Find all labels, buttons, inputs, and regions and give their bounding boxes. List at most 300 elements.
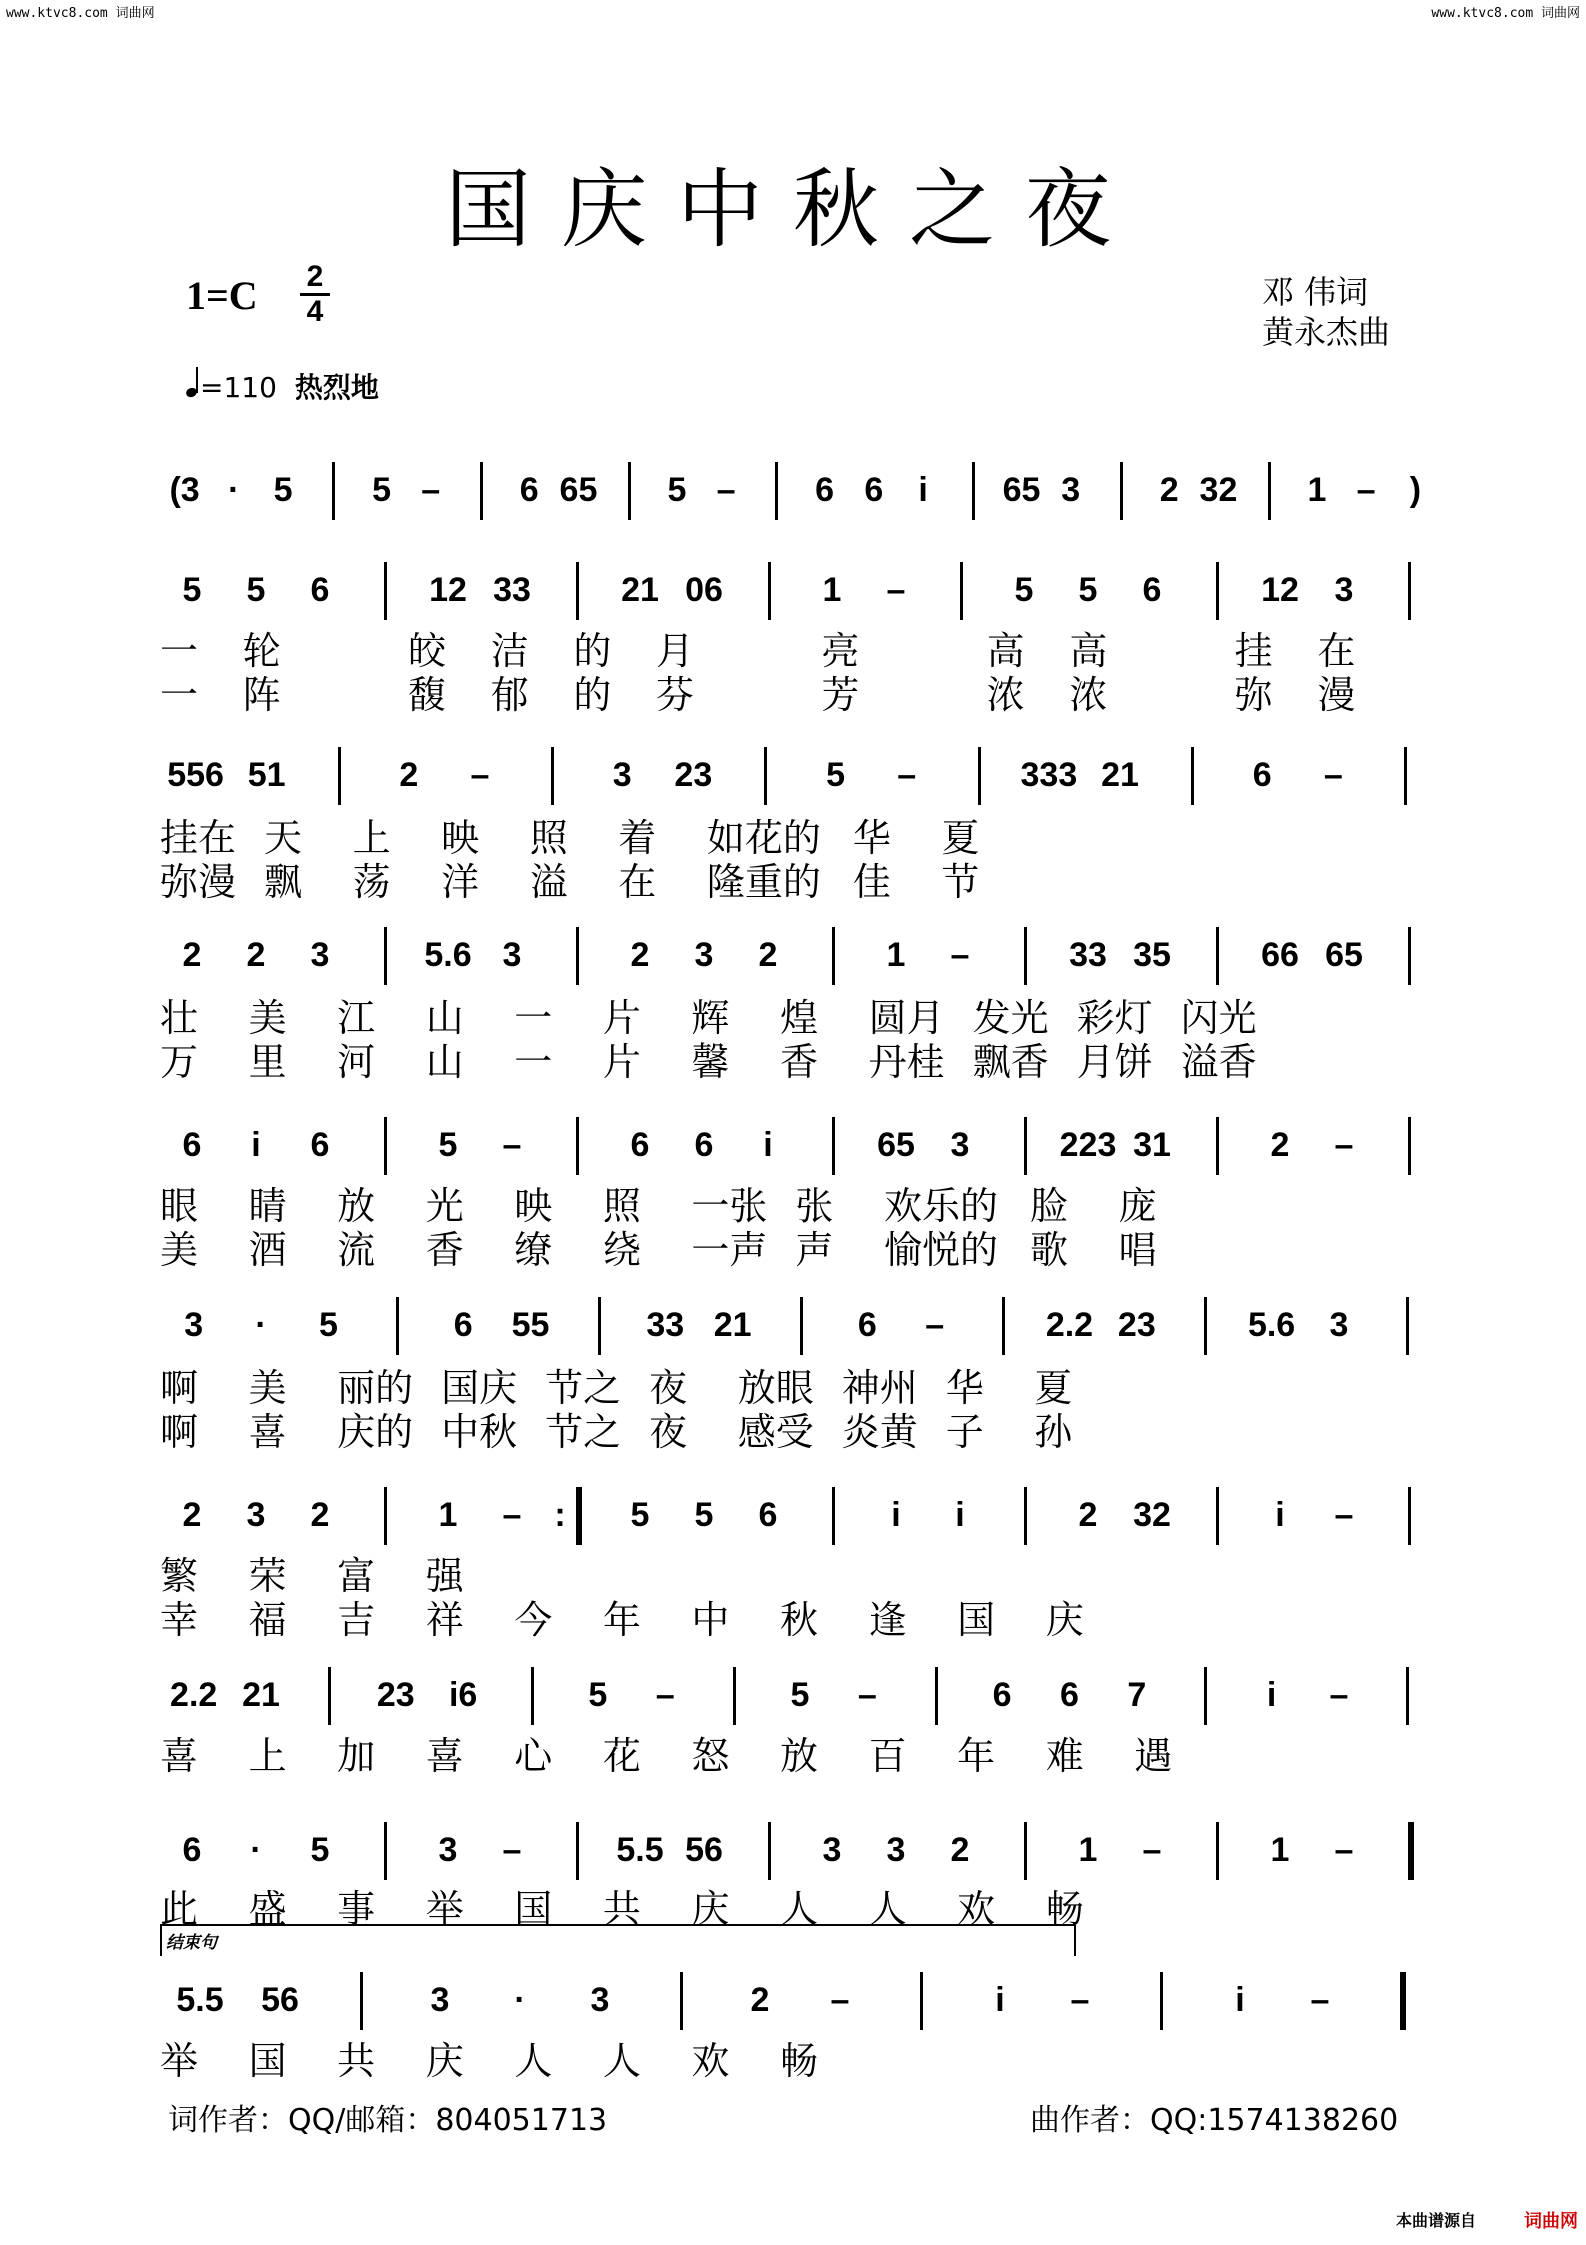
note: 6: [630, 1126, 650, 1164]
lyric-syllable: 上: [352, 816, 391, 860]
lyric-syllable: 亮: [821, 629, 860, 673]
notation-line: [160, 1495, 1450, 1555]
note: (3: [169, 471, 200, 509]
note: 6: [182, 1831, 202, 1869]
note: 6: [1142, 571, 1162, 609]
note: i: [1235, 1981, 1245, 2019]
lyric-syllable: 今: [514, 1598, 553, 1642]
song-title: 国庆中秋之夜: [445, 160, 1141, 260]
lyric-syllable: 溢香: [1180, 1040, 1257, 1084]
note: 6: [1252, 756, 1272, 794]
lyric-syllable: 佳: [852, 860, 891, 904]
note: 6: [310, 571, 330, 609]
note: 5: [694, 1496, 714, 1534]
lyric-syllable: 浓: [1069, 673, 1108, 717]
note: i: [891, 1496, 901, 1534]
note: –: [502, 1496, 522, 1534]
bar-line: [972, 462, 975, 520]
lyric-syllable: 繁: [160, 1554, 199, 1598]
lyric-syllable: 一张: [691, 1184, 768, 1228]
bar-line: [978, 747, 981, 805]
lyric-syllable: 放: [337, 1184, 376, 1228]
bar-line: [832, 1117, 835, 1175]
lyric-syllable: 此: [160, 1887, 199, 1931]
lyric-syllable: 人: [868, 1887, 907, 1931]
note: 2.2: [1045, 1306, 1094, 1344]
lyric-syllable: 江: [337, 996, 376, 1040]
notation-line: [160, 1305, 1450, 1365]
bar-line: [800, 1297, 803, 1355]
bar-line: [764, 747, 767, 805]
lyric-syllable: 夏: [941, 816, 980, 860]
lyric-syllable: 溢: [529, 860, 568, 904]
note: –: [857, 1676, 877, 1714]
bar-line: [1406, 1667, 1409, 1725]
lyric-syllable: 映: [441, 816, 480, 860]
note: 32: [1199, 471, 1238, 509]
note: 12: [429, 571, 467, 609]
note: 556: [167, 756, 224, 794]
lyric-syllable: 万: [160, 1040, 199, 1084]
lyric-syllable: 弥漫: [160, 860, 237, 904]
bar-line: [576, 562, 579, 620]
source-note: 本曲谱源自: [1395, 2211, 1476, 2230]
lyric-syllable: 强: [425, 1554, 464, 1598]
bar-line: [384, 1117, 387, 1175]
bar-line: [576, 1822, 579, 1880]
bar-line: [1408, 927, 1411, 985]
bar-line: [384, 1822, 387, 1880]
lyric-syllable: 片: [602, 996, 641, 1040]
bar-line: [598, 1297, 601, 1355]
note: 5.6: [424, 936, 472, 974]
note: –: [1142, 1831, 1162, 1869]
note: 3: [886, 1831, 906, 1869]
note: ·: [250, 1831, 262, 1869]
tempo-marking: [186, 366, 379, 406]
note: 5.5: [616, 1831, 664, 1869]
lyric-syllable: 隆重的: [706, 860, 821, 904]
lyric-syllable: 啊: [160, 1410, 199, 1454]
key-signature: 1=C: [186, 273, 258, 318]
bar-line: [1408, 562, 1411, 620]
lyric-syllable: 富: [337, 1554, 376, 1598]
note: 21: [621, 571, 659, 609]
lyric-syllable: 的: [573, 673, 612, 717]
note: ·: [514, 1981, 526, 2019]
lyric-syllable: 放: [780, 1734, 819, 1778]
lyric-syllable: 天: [264, 816, 303, 860]
lyric-syllable: 欢: [691, 2039, 730, 2083]
note: –: [925, 1306, 945, 1344]
lyric-syllable: 逢: [868, 1598, 907, 1642]
lyric-syllable: 祥: [425, 1598, 464, 1642]
note: 3: [1329, 1306, 1349, 1344]
note: 1: [822, 571, 842, 609]
bar-line: [576, 1117, 579, 1175]
lyric-syllable: 共: [337, 2039, 376, 2083]
note: ·: [228, 471, 240, 509]
bar-line: [332, 462, 335, 520]
bar-line: [1002, 1297, 1005, 1355]
lyric-syllable: 一: [160, 673, 199, 717]
lyric-syllable: 一声: [691, 1228, 768, 1272]
lyric-syllable: 庞: [1118, 1184, 1157, 1228]
lyric-syllable: 心: [514, 1734, 553, 1778]
note: 3: [246, 1496, 266, 1534]
note: i6: [448, 1676, 478, 1714]
bar-line: [1024, 1487, 1027, 1545]
lyric-syllable: 上: [248, 1734, 287, 1778]
lyric-syllable: 芬: [656, 673, 695, 717]
bar-line: [384, 562, 387, 620]
note: 65: [1002, 471, 1041, 509]
note: i: [251, 1126, 261, 1164]
watermark-right: www.ktvc8.com 词曲网: [1431, 6, 1580, 21]
watermark-left: www.ktvc8.com 词曲网: [6, 6, 155, 21]
note: 3: [822, 1831, 842, 1869]
bar-line: [480, 462, 483, 520]
lyric-syllable: 美: [160, 1228, 199, 1272]
lyric-syllable: 脸: [1030, 1184, 1069, 1228]
note: 3: [1061, 471, 1081, 509]
note: 5: [1014, 571, 1034, 609]
note: 2: [758, 936, 778, 974]
lyric-syllable: 张: [795, 1184, 834, 1228]
lyric-syllable: 夜: [649, 1410, 688, 1454]
quarter-note-icon: [186, 367, 198, 397]
lyric-syllable: 照: [529, 816, 568, 860]
bar-line: [1408, 1822, 1414, 1880]
lyric-syllable: 眼: [160, 1184, 199, 1228]
lyric-syllable: 节: [941, 860, 980, 904]
lyric-syllable: 美: [248, 996, 287, 1040]
note: 6: [857, 1306, 877, 1344]
bar-line: [1160, 1972, 1163, 2030]
lyric-syllable: 圆月: [868, 996, 945, 1040]
site-logo: 词曲网: [1524, 2211, 1578, 2232]
bar-line: [1024, 1117, 1027, 1175]
note: 06: [685, 571, 723, 609]
bar-line: [396, 1297, 399, 1355]
lyric-syllable: 国: [514, 1887, 553, 1931]
bar-line: [733, 1667, 736, 1725]
lyric-syllable: 一: [160, 629, 199, 673]
note: 3: [694, 936, 714, 974]
note: 2: [1270, 1126, 1290, 1164]
note: 2: [310, 1496, 330, 1534]
lyric-syllable: 夜: [649, 1366, 688, 1410]
lyric-syllable: 感受: [737, 1410, 814, 1454]
note: 5: [318, 1306, 338, 1344]
lyric-syllable: 月: [656, 629, 695, 673]
note: 32: [1133, 1496, 1171, 1534]
lyric-syllable: 壮: [160, 996, 199, 1040]
note: 55: [511, 1306, 550, 1344]
lyric-syllable: 酒: [248, 1228, 287, 1272]
note: 56: [685, 1831, 723, 1869]
note: 1: [1078, 1831, 1098, 1869]
bar-line: [1408, 1117, 1411, 1175]
note: 5: [588, 1676, 608, 1714]
composer-credit: 黄永杰曲: [1262, 313, 1391, 351]
bar-line: [1404, 747, 1407, 805]
note: 56: [261, 1981, 299, 2019]
note: 21: [713, 1306, 752, 1344]
lyric-syllable: 子: [945, 1410, 984, 1454]
repeat-dots: :: [554, 1496, 566, 1534]
notation-line: [160, 470, 1450, 530]
lyric-syllable: 片: [602, 1040, 641, 1084]
note: 5: [667, 471, 687, 509]
bar-line: [551, 747, 554, 805]
lyric-syllable: 阵: [242, 673, 281, 717]
note: 5: [630, 1496, 650, 1534]
lyric-syllable: 人: [514, 2039, 553, 2083]
lyric-syllable: 照: [602, 1184, 641, 1228]
lyric-syllable: 孙: [1034, 1410, 1073, 1454]
bar-line: [384, 1487, 387, 1545]
lyric-syllable: 歌: [1030, 1228, 1069, 1272]
note: 65: [559, 471, 598, 509]
lyric-syllable: 洁: [490, 629, 529, 673]
note: 3: [950, 1126, 970, 1164]
lyric-syllable: 愉悦的: [884, 1228, 999, 1272]
bar-line: [1268, 462, 1271, 520]
note: 333: [1020, 756, 1078, 794]
note: –: [502, 1831, 522, 1869]
note: –: [1334, 1126, 1354, 1164]
lyric-syllable: 夏: [1034, 1366, 1073, 1410]
lyric-syllable: 高: [1069, 629, 1108, 673]
lyric-syllable: 人: [780, 1887, 819, 1931]
note: –: [1310, 1981, 1330, 2019]
note: 2: [182, 936, 202, 974]
note: i: [1266, 1676, 1277, 1714]
note: 33: [646, 1306, 685, 1344]
bar-line: [384, 927, 387, 985]
note: 65: [877, 1126, 915, 1164]
note: –: [1070, 1981, 1090, 2019]
notation-line: [160, 1980, 1450, 2040]
lyric-syllable: 庆的: [337, 1410, 414, 1454]
note: 2.2: [170, 1676, 218, 1714]
lyric-syllable: 吉: [337, 1598, 376, 1642]
note: –: [716, 471, 736, 509]
lyric-syllable: 光: [425, 1184, 464, 1228]
note: 21: [242, 1676, 280, 1714]
bar-line: [768, 1822, 771, 1880]
note: 12: [1261, 571, 1299, 609]
note: 23: [674, 756, 713, 794]
note: ): [1409, 471, 1422, 509]
lyric-syllable: 彩灯: [1076, 996, 1153, 1040]
note: –: [830, 1981, 850, 2019]
note: 6: [519, 471, 539, 509]
note: 223: [1059, 1126, 1117, 1164]
note: 3: [590, 1981, 610, 2019]
bar-line: [920, 1972, 923, 2030]
bar-line: [768, 562, 771, 620]
lyric-syllable: 节之: [545, 1366, 622, 1410]
note: –: [1334, 1831, 1354, 1869]
note: –: [1334, 1496, 1354, 1534]
note: 33: [1069, 936, 1107, 974]
note: 5: [826, 756, 846, 794]
note: 6: [1060, 1676, 1079, 1714]
lyric-syllable: 欢乐的: [884, 1184, 999, 1228]
note: 23: [376, 1676, 415, 1714]
lyric-syllable: 丹桂: [868, 1040, 945, 1084]
lyric-syllable: 荣: [248, 1554, 287, 1598]
note: –: [470, 756, 490, 794]
lyric-syllable: 弥: [1234, 673, 1273, 717]
lyric-syllable: 幸: [160, 1598, 199, 1642]
note: 6: [815, 471, 835, 509]
note: 3: [184, 1306, 204, 1344]
note: 2: [246, 936, 266, 974]
note: 3: [438, 1831, 458, 1869]
bar-line: [832, 927, 835, 985]
note: 6: [992, 1676, 1012, 1714]
bar-line: [1216, 1822, 1219, 1880]
lyric-syllable: 唱: [1118, 1228, 1157, 1272]
lyric-syllable: 炎黄: [841, 1410, 918, 1454]
note: 5: [182, 571, 202, 609]
lyric-syllable: 中秋: [441, 1410, 518, 1454]
lyric-syllable: 轮: [242, 629, 281, 673]
lyric-syllable: 在: [618, 860, 657, 904]
lyric-syllable: 节之: [545, 1410, 622, 1454]
note: 5.5: [176, 1981, 224, 2019]
lyric-syllable: 华: [945, 1366, 984, 1410]
footer-lyricist: 词作者：QQ/邮箱：804051713: [168, 2103, 608, 2138]
lyric-syllable: 煌: [780, 996, 819, 1040]
lyric-syllable: 芳: [821, 673, 860, 717]
lyric-syllable: 闪光: [1180, 996, 1257, 1040]
lyric-syllable: 喜: [160, 1734, 199, 1778]
lyric-syllable: 国: [957, 1598, 996, 1642]
ending-label: 结束句: [166, 1933, 217, 1953]
lyric-syllable: 怒: [691, 1734, 730, 1778]
bar-line: [1216, 927, 1219, 985]
note: 3: [430, 1981, 450, 2019]
tempo-mood: 热烈地: [294, 371, 379, 404]
lyric-syllable: 发光: [972, 996, 1049, 1040]
note: 5: [1078, 571, 1098, 609]
bar-line: [1216, 1117, 1219, 1175]
lyric-syllable: 的: [573, 629, 612, 673]
lyric-syllable: 年: [602, 1598, 641, 1642]
lyric-syllable: 飘香: [972, 1040, 1049, 1084]
lyric-syllable: 着: [618, 816, 657, 860]
note: –: [1356, 471, 1376, 509]
lyric-syllable: 遇: [1134, 1734, 1173, 1778]
note: 21: [1101, 756, 1139, 794]
note: 5: [438, 1126, 458, 1164]
note: 6: [864, 471, 884, 509]
time-numerator: 2: [306, 260, 324, 293]
lyric-syllable: 辉: [691, 996, 730, 1040]
lyric-syllable: 畅: [780, 2039, 819, 2083]
note: 2: [1159, 471, 1179, 509]
bar-line: [1120, 462, 1123, 520]
lyric-syllable: 举: [160, 2039, 199, 2083]
lyric-syllable: 喜: [425, 1734, 464, 1778]
lyric-syllable: 举: [425, 1887, 464, 1931]
bar-line: [531, 1667, 534, 1725]
note: 51: [247, 756, 286, 794]
bar-line: [338, 747, 341, 805]
tempo-value: =110: [200, 371, 277, 404]
lyric-syllable: 秋: [780, 1598, 819, 1642]
lyric-syllable: 挂: [1234, 629, 1273, 673]
note: –: [421, 471, 441, 509]
lyric-syllable: 国庆: [441, 1366, 518, 1410]
lyric-syllable: 山: [425, 1040, 464, 1084]
note: 2: [1078, 1496, 1098, 1534]
note: 65: [1325, 936, 1363, 974]
lyric-syllable: 中: [691, 1598, 730, 1642]
bar-line: [775, 462, 778, 520]
lyric-syllable: 绕: [602, 1228, 641, 1272]
note: –: [655, 1676, 675, 1714]
lyric-syllable: 喜: [248, 1410, 287, 1454]
note: 5: [372, 471, 391, 509]
lyric-syllable: 在: [1317, 629, 1356, 673]
lyric-syllable: 荡: [352, 860, 391, 904]
note: 6: [758, 1496, 778, 1534]
lyric-syllable: 香: [425, 1228, 464, 1272]
note: 5: [790, 1676, 810, 1714]
bar-line: [328, 1667, 331, 1725]
lyric-syllable: 浓: [986, 673, 1025, 717]
note: 5: [310, 1831, 330, 1869]
lyric-syllable: 啊: [160, 1366, 199, 1410]
note: –: [1323, 756, 1343, 794]
bar-line: [680, 1972, 683, 2030]
note: 3: [612, 756, 632, 794]
note: i: [1275, 1496, 1285, 1534]
lyric-syllable: 美: [248, 1366, 287, 1410]
note: 1: [1307, 471, 1327, 509]
note: –: [1329, 1676, 1349, 1714]
notation-line: [160, 935, 1450, 995]
note: 33: [493, 571, 531, 609]
lyric-syllable: 福: [248, 1598, 287, 1642]
credits: [1262, 272, 1390, 352]
lyric-syllable: 事: [337, 1887, 376, 1931]
note: 2: [182, 1496, 202, 1534]
lyric-syllable: 漫: [1317, 673, 1356, 717]
note: 6: [694, 1126, 714, 1164]
bar-line: [1024, 927, 1027, 985]
bar-line: [628, 462, 631, 520]
bar-line: [576, 927, 579, 985]
note: 35: [1133, 936, 1171, 974]
lyric-syllable: 一: [514, 1040, 553, 1084]
bar-line: [1024, 1822, 1027, 1880]
lyric-syllable: 庆: [425, 2039, 464, 2083]
time-denominator: 4: [306, 295, 324, 328]
bar-line: [1204, 1667, 1207, 1725]
note: –: [886, 571, 906, 609]
bar-line: [1216, 562, 1219, 620]
ending-bracket: [160, 1924, 1076, 1956]
note: i: [955, 1496, 965, 1534]
lyric-syllable: 加: [337, 1734, 376, 1778]
lyric-syllable: 共: [602, 1887, 641, 1931]
